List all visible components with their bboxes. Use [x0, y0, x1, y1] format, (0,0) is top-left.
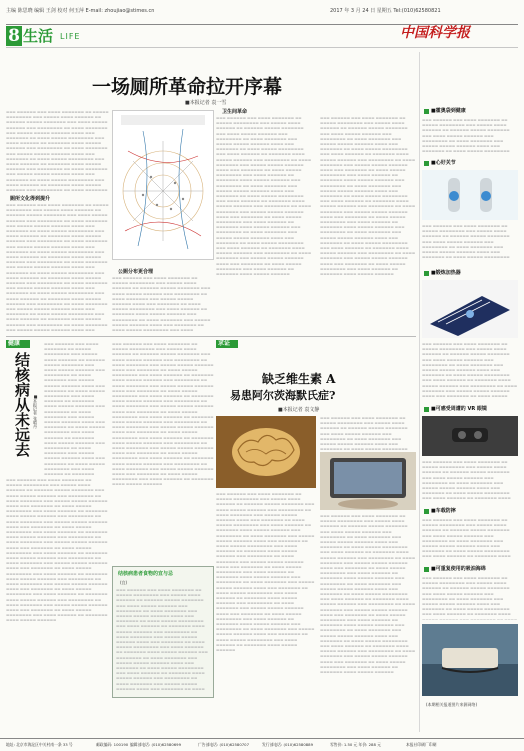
toilet-map-figure — [112, 110, 214, 260]
footer — [0, 738, 524, 751]
main-subhead-3: 卫生间革命 — [222, 109, 248, 115]
sidebar-item-3-text — [422, 342, 518, 398]
verify-title-2: 易患阿尔茨海默氏症? — [230, 389, 336, 402]
health-text-lead — [44, 342, 106, 478]
verify-tag-label: 求证 — [218, 340, 231, 347]
masthead-editor: 主编 陈思晓 编辑 王剑 校对 何玉萍 E-mail: zhoujiao@stimes.cn — [6, 8, 155, 14]
main-text-col1a — [6, 110, 110, 192]
diet-box-text — [116, 588, 208, 692]
sidebar-separator — [419, 52, 420, 732]
footer-address: 地址: 北京市海淀区中关村南一条 33 号 — [6, 742, 73, 747]
section-title: 生活 — [23, 27, 54, 45]
main-text-col2 — [112, 276, 212, 334]
verify-text-col2a — [320, 416, 416, 450]
main-bottom-rule — [6, 336, 416, 337]
sidebar-item-1-title: ■霍奥袋到健康 — [422, 108, 466, 115]
verify-text-col2b — [320, 514, 416, 706]
health-byline: ■本报记者 张晴丹 — [33, 394, 38, 429]
main-headline: 一场厕所革命拉开序幕 — [92, 76, 283, 98]
sidebar-item-3-title: ■锻炼加热器 — [422, 270, 461, 277]
verify-byline: ■本报记者 袁文静 — [278, 407, 320, 413]
main-text-col1b — [6, 203, 110, 333]
footer-printer: 本报社印刷厂印刷 — [406, 742, 437, 747]
vr-photo — [422, 416, 518, 456]
sidebar-item-4-title: ■可感受周遭的 VR 眼镜 — [422, 406, 487, 413]
sidebar-item-4-text — [422, 460, 518, 500]
sidebar-item-2-text — [422, 224, 518, 260]
health-text-col2 — [112, 342, 214, 562]
masthead-date: 2017 年 3 月 24 日 星期五 Tel:(010)62580821 — [330, 8, 441, 14]
diet-box-sub: (宜) — [120, 580, 128, 585]
footer-postcode: 邮政编码: 100190 — [96, 742, 129, 747]
footer-phone-dist: 发行部电话: (010)62580889 — [262, 742, 314, 747]
masthead-strip — [0, 0, 524, 22]
main-subhead-1: 厕所文化得到提升 — [10, 196, 51, 202]
sidebar-item-6-text — [422, 576, 518, 620]
newspaper-logo: 中国科学报 — [400, 25, 470, 41]
health-text-col1 — [6, 478, 108, 706]
sidebar-item-5-title: ■车载防摔 — [422, 508, 456, 515]
sidebar-item-6-title: ■可重复使用的吸油海绵 — [422, 566, 486, 573]
section-title-en: LIFE — [60, 32, 81, 41]
heater-photo — [422, 280, 518, 338]
phone-photo — [320, 452, 416, 510]
sidebar-item-2-title: ■心好关节 — [422, 160, 456, 167]
sidebar-photo-caption: (本期相关报道图片来源网络) — [426, 702, 478, 707]
verify-text-col1 — [216, 492, 316, 706]
footer-price: 零售价: 1.50 元 年价: 288 元 — [330, 742, 381, 747]
health-tag-label: 健康 — [8, 340, 21, 347]
footer-phone-editorial: 编辑部电话: (010)62580699 — [130, 742, 182, 747]
diet-box-title: 结核病患者食物的宜与忌 — [118, 571, 174, 577]
main-text-col3 — [216, 116, 314, 334]
sponge-photo — [422, 624, 518, 696]
main-subhead-2: 公厕分布更合理 — [118, 269, 154, 275]
sidebar-item-5-text — [422, 518, 518, 558]
joint-photo — [422, 170, 518, 220]
page-number-badge: 8 — [6, 26, 22, 46]
main-text-col4 — [320, 116, 416, 334]
sidebar-item-1-text — [422, 118, 518, 152]
health-title: 结核病从未远去 — [13, 352, 31, 457]
brain-photo — [216, 416, 316, 488]
verify-title-1: 缺乏维生素 A — [262, 372, 336, 386]
main-byline: ■本报记者 袁一雪 — [185, 100, 227, 106]
header-divider — [6, 47, 518, 48]
footer-phone-ads: 广告部电话: (010)62580707 — [198, 742, 250, 747]
